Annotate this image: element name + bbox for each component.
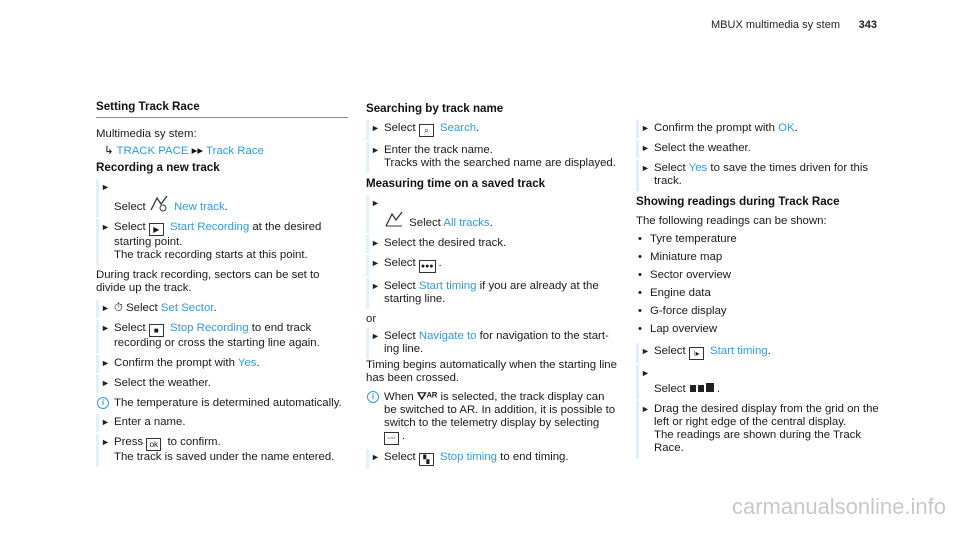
step-arrow-icon: ► [101, 417, 110, 427]
step-all-tracks: ► Select All tracks. [366, 197, 618, 230]
step-arrow-icon: ► [101, 378, 110, 388]
system-label: Multimedia sy stem: [96, 128, 197, 140]
step-arrow-icon: ► [101, 323, 110, 333]
note-text: The temperature is determined automatically. [114, 397, 342, 409]
step-result: The readings are shown during the Track Race. [654, 429, 862, 454]
step-press-ok [96, 436, 348, 464]
double-chevron-icon: ▸▸ [191, 145, 204, 157]
column-middle [366, 102, 618, 473]
step-set-sector: ► ⏱ Select Set Sector. [96, 302, 348, 315]
note-text: is selected, the track display can be switched to AR. In addition, it is possible to switch to the telemetry display by selecting [384, 391, 616, 429]
step-new-track: ► Select New track. [96, 181, 348, 214]
step-save-yes [636, 162, 888, 188]
path-track-pace[interactable]: TRACK PACE [116, 145, 189, 157]
section-title-search: Searching by track name [366, 102, 504, 115]
list-item: • Sector overview [636, 269, 888, 282]
path-arrow-icon: ↳ [104, 145, 114, 157]
step-text: Confirm the prompt with [114, 357, 235, 369]
or-text: or [366, 313, 377, 325]
step-text: if you are already at the starting line. [384, 280, 599, 305]
more-options-icon: ●●● [419, 260, 436, 273]
step-text: to save the times driven for this track. [654, 162, 869, 187]
info-icon: i [97, 397, 109, 409]
stop-timing-icon: ▚ [419, 453, 434, 466]
step-start-timing-readings: ► Select ⁝▸ Start timing. [636, 345, 888, 360]
link-stop-timing[interactable]: Stop timing [440, 451, 497, 463]
step-text: Select [384, 257, 416, 269]
step-text: Select [114, 322, 146, 334]
step-text: Select [384, 330, 416, 342]
step-arrow-icon: ► [371, 281, 380, 291]
section-title-measure: Measuring time on a saved track [366, 177, 546, 190]
link-stop-recording[interactable]: Stop Recording [170, 322, 249, 334]
step-result: The track recording starts at this point. [114, 249, 308, 261]
step-text: Select the weather. [654, 142, 751, 154]
step-text: Confirm the prompt with [654, 122, 775, 134]
path-track-race[interactable]: Track Race [206, 145, 264, 157]
step-arrow-icon: ► [371, 198, 380, 208]
step-text: Select the desired track. [384, 237, 507, 249]
step-arrow-icon: ► [371, 452, 380, 462]
column-right [636, 122, 888, 462]
section-title-recording: Recording a new track [96, 161, 220, 174]
step-start-timing [366, 280, 618, 306]
step-stop-timing [366, 451, 618, 466]
telemetry-icon: 〰 [384, 432, 399, 445]
column-left [96, 100, 348, 471]
step-text: Press [114, 436, 144, 448]
step-text: at the desired starting point. [114, 221, 322, 248]
stopwatch-icon: ⏱ [114, 302, 123, 314]
step-result: The track is saved under the name entered. [114, 451, 335, 463]
step-arrow-icon: ► [641, 404, 650, 414]
step-arrow-icon: ► [371, 258, 380, 268]
step-weather [636, 142, 888, 155]
step-arrow-icon: ► [371, 331, 380, 341]
step-arrow-icon: ► [101, 222, 110, 232]
step-text: to confirm. [167, 436, 221, 448]
step-text: Select [114, 201, 146, 213]
list-item: • Miniature map [636, 251, 888, 264]
step-text: Select [114, 221, 146, 233]
step-text: Select the weather. [114, 377, 211, 389]
step-stop-recording [96, 322, 348, 350]
step-text: Select [654, 383, 686, 395]
step-arrow-icon: ► [101, 358, 110, 368]
step-text: Enter the track name. [384, 144, 493, 156]
list-item: • Engine data [636, 287, 888, 300]
step-text: Enter a name. [114, 416, 186, 428]
step-arrow-icon: ► [101, 182, 110, 192]
link-set-sector[interactable]: Set Sector [160, 302, 214, 314]
step-text: Select [384, 280, 416, 292]
step-desired-track [366, 237, 618, 250]
link-start-timing[interactable]: Start timing [418, 280, 477, 292]
page-number: 343 [858, 19, 877, 31]
search-icon: ⌕ [419, 124, 434, 137]
list-item: • Tyre temperature [636, 233, 888, 246]
step-arrow-icon: ► [641, 346, 650, 356]
step-text: Select [654, 162, 686, 174]
link-ok[interactable]: OK [778, 122, 795, 134]
step-text: to end track recording or cross the starting line again. [114, 322, 320, 349]
step-select-display: ► Select . [636, 367, 888, 396]
watermark: carmanualsonline.info [731, 494, 946, 519]
info-icon: i [367, 391, 379, 403]
link-start-timing-readings[interactable]: Start timing [710, 345, 768, 357]
step-arrow-icon: ► [371, 238, 380, 248]
link-yes-save[interactable]: Yes [688, 162, 708, 174]
note-temperature [96, 397, 348, 410]
note-text: When [384, 391, 414, 403]
step-text: Select [654, 345, 686, 357]
list-item: • G-force display [636, 305, 888, 318]
link-navigate-to[interactable]: Navigate to [418, 330, 477, 342]
step-text: Select [409, 217, 441, 229]
step-search: ► Select ⌕ Search. [366, 122, 618, 137]
step-arrow-icon: ► [371, 123, 380, 133]
step-arrow-icon: ► [641, 368, 650, 378]
during-recording-text: During track recording, sectors can be set to divide up the track. [96, 269, 320, 294]
step-select-weather [96, 377, 348, 390]
step-arrow-icon: ► [101, 303, 110, 313]
step-more-options: ► Select ●●● . [366, 257, 618, 273]
link-all-tracks[interactable]: All tracks [443, 217, 490, 229]
step-confirm-ok: ► Confirm the prompt with OK. [636, 122, 888, 135]
section-title-showing: Showing readings during Track Race [636, 195, 840, 208]
section-title-setting: Setting Track Race [96, 100, 348, 118]
step-arrow-icon: ► [641, 143, 650, 153]
header-title: MBUX multimedia sy stem [711, 19, 840, 31]
step-drag-display [636, 403, 888, 455]
display-grid-icon [689, 380, 715, 394]
step-arrow-icon: ► [641, 123, 650, 133]
link-yes[interactable]: Yes [237, 357, 257, 369]
all-tracks-icon [384, 210, 404, 228]
step-enter-name [96, 416, 348, 429]
start-timing-icon: ⁝▸ [689, 347, 704, 360]
menu-path [104, 145, 348, 158]
list-item: • Lap overview [636, 323, 888, 336]
stop-icon: ■ [149, 324, 164, 337]
step-confirm-yes: ► Confirm the prompt with Yes. [96, 357, 348, 370]
step-text: Drag the desired display from the grid on the left or right edge of the central display. [654, 403, 879, 428]
note-ar: i When ⛛ᴬᴿ is selected, the track display can be switched to AR. In addition, it is possible to switch to the telemetry display by selecting 〰 . [366, 391, 618, 445]
page-header [0, 19, 960, 35]
timing-text: Timing begins automatically when the starting line has been crossed. [366, 359, 617, 384]
link-new-track[interactable]: New track [174, 201, 225, 213]
step-navigate-to [366, 330, 618, 356]
step-arrow-icon: ► [641, 163, 650, 173]
link-search[interactable]: Search [440, 122, 477, 134]
ok-key-icon: ok [146, 438, 161, 451]
step-enter-track-name [366, 144, 618, 170]
step-text: Select [384, 451, 416, 463]
readings-intro: The following readings can be shown: [636, 215, 827, 227]
step-result: Tracks with the searched name are displayed. [384, 157, 616, 169]
step-text: for navigation to the start-ing line. [384, 330, 609, 355]
new-track-icon [149, 194, 169, 212]
ar-icon: ⛛ᴬᴿ [416, 391, 438, 403]
step-arrow-icon: ► [101, 437, 110, 447]
step-text: Select [126, 302, 158, 314]
step-start-recording [96, 221, 348, 262]
play-icon: ▶ [149, 223, 164, 236]
step-arrow-icon: ► [371, 145, 380, 155]
link-start-recording[interactable]: Start Recording [170, 221, 250, 233]
step-text: Select [384, 122, 416, 134]
readings-list [636, 233, 888, 336]
step-text: to end timing. [500, 451, 569, 463]
